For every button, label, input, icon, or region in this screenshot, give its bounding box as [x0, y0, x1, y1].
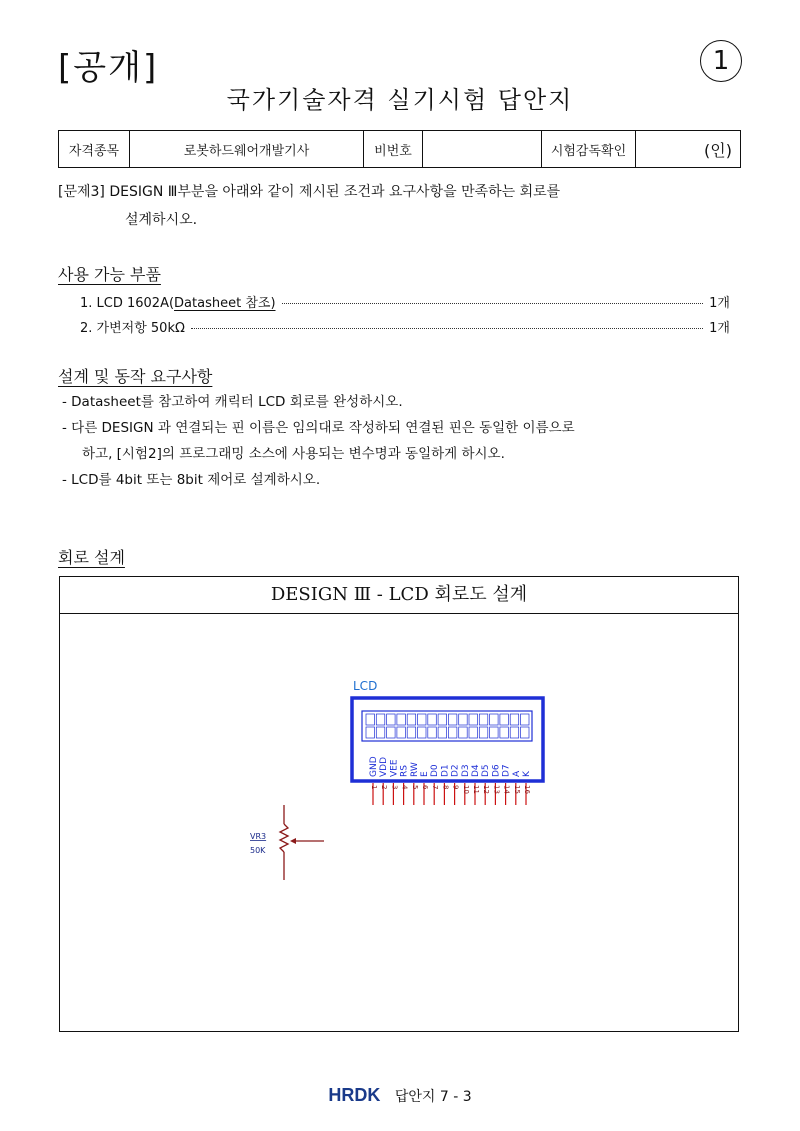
lcd-pin-name: RS	[399, 765, 410, 777]
lcd-cell	[438, 714, 447, 725]
circuit-heading: 회로 설계	[58, 548, 125, 567]
lcd-cell	[479, 727, 488, 738]
lcd-pin-name: D1	[440, 764, 451, 777]
part-name: 1. LCD 1602A(	[80, 296, 175, 311]
variable-resistor[interactable]	[280, 805, 324, 880]
parts-heading: 사용 가능 부품	[58, 265, 161, 284]
lcd-pin-name: D3	[460, 764, 471, 777]
lcd-pin-name: VDD	[379, 756, 390, 777]
lcd-pin-number: 16	[523, 785, 531, 794]
lcd-cell	[510, 714, 519, 725]
lcd-cell	[407, 727, 416, 738]
lcd-cell	[397, 714, 406, 725]
lcd-cell	[479, 714, 488, 725]
lcd-cell	[438, 727, 447, 738]
lcd-pin-name: D4	[471, 764, 481, 777]
part-name: 2. 가변저항 50kΩ	[80, 321, 185, 336]
lcd-cell	[387, 714, 396, 725]
lcd-pin-name: GND	[369, 756, 379, 777]
requirement-line: - Datasheet를 참고하여 캐릭터 LCD 회로를 완성하시오.	[62, 394, 403, 410]
part-item	[80, 292, 730, 311]
page-title: 국가기술자격 실기시험 답안지	[226, 86, 574, 114]
circuit-box-title: DESIGN Ⅲ - LCD 회로도 설계	[60, 577, 738, 614]
lcd-pin-name: D2	[450, 764, 461, 777]
supervisor-label: 시험감독확인	[542, 131, 636, 168]
lcd-cell	[407, 714, 416, 725]
requirements-list	[62, 389, 752, 493]
question-label: [문제3]	[58, 184, 105, 200]
requirements-heading: 설계 및 동작 요구사항	[58, 367, 213, 386]
part-item	[80, 317, 730, 336]
lcd-pin-number: 12	[482, 785, 491, 794]
circuit-design-box	[59, 576, 739, 1032]
question-line-2: 설계하시오.	[125, 212, 198, 228]
lcd-cell	[418, 714, 427, 725]
lcd-cell	[366, 714, 375, 725]
part-qty: 1개	[709, 296, 730, 311]
requirement-line: - LCD를 4bit 또는 8bit 제어로 설계하시오.	[62, 472, 321, 488]
lcd-pin-name: D7	[501, 764, 512, 777]
lcd-cell	[510, 727, 519, 738]
lcd-pin-number: 15	[512, 785, 521, 794]
hrdk-logo: HRDK	[328, 1085, 381, 1105]
requirement-line: 하고, [시험2]의 프로그래밍 소스에 사용되는 변수명과 동일하게 하시오.	[82, 446, 505, 462]
lcd-pin-number: 1	[370, 785, 378, 790]
subject-label: 자격종목	[59, 131, 130, 168]
lcd-cell	[521, 727, 530, 738]
lcd-label: LCD	[353, 679, 378, 693]
lcd-cell	[469, 714, 478, 725]
datasheet-link[interactable]: Datasheet 참조)	[174, 296, 276, 311]
lcd-pin-number: 6	[421, 785, 429, 790]
lcd-cell	[448, 727, 457, 738]
lcd-cell	[490, 714, 499, 725]
lcd-pin-number: 2	[380, 785, 389, 790]
lcd-cell	[428, 714, 437, 725]
lcd-pin-name: RW	[409, 762, 420, 777]
question-line-1: DESIGN Ⅲ부분을 아래와 같이 제시된 조건과 요구사항을 만족하는 회로를	[109, 184, 561, 200]
lcd-pin-name: D0	[430, 764, 441, 777]
lcd-pin-number: 11	[472, 785, 480, 794]
lcd-pin-number: 3	[390, 785, 399, 790]
lcd-pin-name: D6	[491, 764, 502, 777]
lcd-pin-number: 13	[492, 785, 501, 794]
lcd-cell	[428, 727, 437, 738]
lcd-cell	[376, 727, 385, 738]
lcd-cell	[459, 727, 468, 738]
requirement-line: - 다른 DESIGN 과 연결되는 핀 이름은 임의대로 작성하되 연결된 핀은 동일한 이름으로	[62, 420, 575, 436]
schematic-canvas[interactable]	[60, 577, 738, 1031]
lcd-pin-number: 4	[400, 785, 409, 790]
lcd-character-cells	[366, 714, 529, 738]
page-footer	[0, 1085, 800, 1106]
lcd-cell	[500, 727, 509, 738]
lcd-cell	[448, 714, 457, 725]
lcd-pin-number: 7	[431, 785, 440, 790]
lcd-cell	[490, 727, 499, 738]
lcd-pin-name: A	[511, 770, 522, 777]
question-text	[58, 178, 748, 234]
public-tag: [공개]	[58, 48, 159, 88]
lcd-cell	[459, 714, 468, 725]
lcd-cell	[397, 727, 406, 738]
subject-value: 로봇하드웨어개발기사	[130, 131, 364, 168]
lcd-display-area	[362, 711, 532, 741]
lcd-cell	[387, 727, 396, 738]
lcd-cell	[366, 727, 375, 738]
lcd-cell	[376, 714, 385, 725]
lcd-pin-number: 14	[502, 785, 511, 794]
info-table	[58, 130, 741, 168]
lcd-pin-name: E	[420, 771, 430, 777]
leader-dots	[191, 328, 703, 329]
lcd-pin-name: D5	[481, 764, 492, 777]
lcd-cell	[418, 727, 427, 738]
lcd-pin-number: 8	[441, 785, 450, 790]
page-number-circle: 1	[700, 40, 742, 82]
leader-dots	[282, 303, 704, 304]
lcd-cell	[521, 714, 530, 725]
exam-number-label: 비번호	[364, 131, 423, 168]
lcd-pin-number: 10	[461, 785, 470, 794]
part-qty: 1개	[709, 321, 730, 336]
lcd-pin-name: VEE	[389, 759, 400, 777]
lcd-cell	[500, 714, 509, 725]
lcd-pin-number: 9	[451, 785, 460, 790]
lcd-pin-name: K	[522, 771, 532, 777]
exam-number-value[interactable]	[423, 131, 542, 168]
lcd-pin-number: 5	[410, 785, 419, 790]
vr-label: VR3	[250, 832, 267, 841]
vr-value: 50K	[250, 846, 266, 855]
lcd-cell	[469, 727, 478, 738]
footer-page-text: 답안지 7 - 3	[394, 1089, 472, 1105]
supervisor-seal[interactable]: (인)	[636, 131, 741, 168]
